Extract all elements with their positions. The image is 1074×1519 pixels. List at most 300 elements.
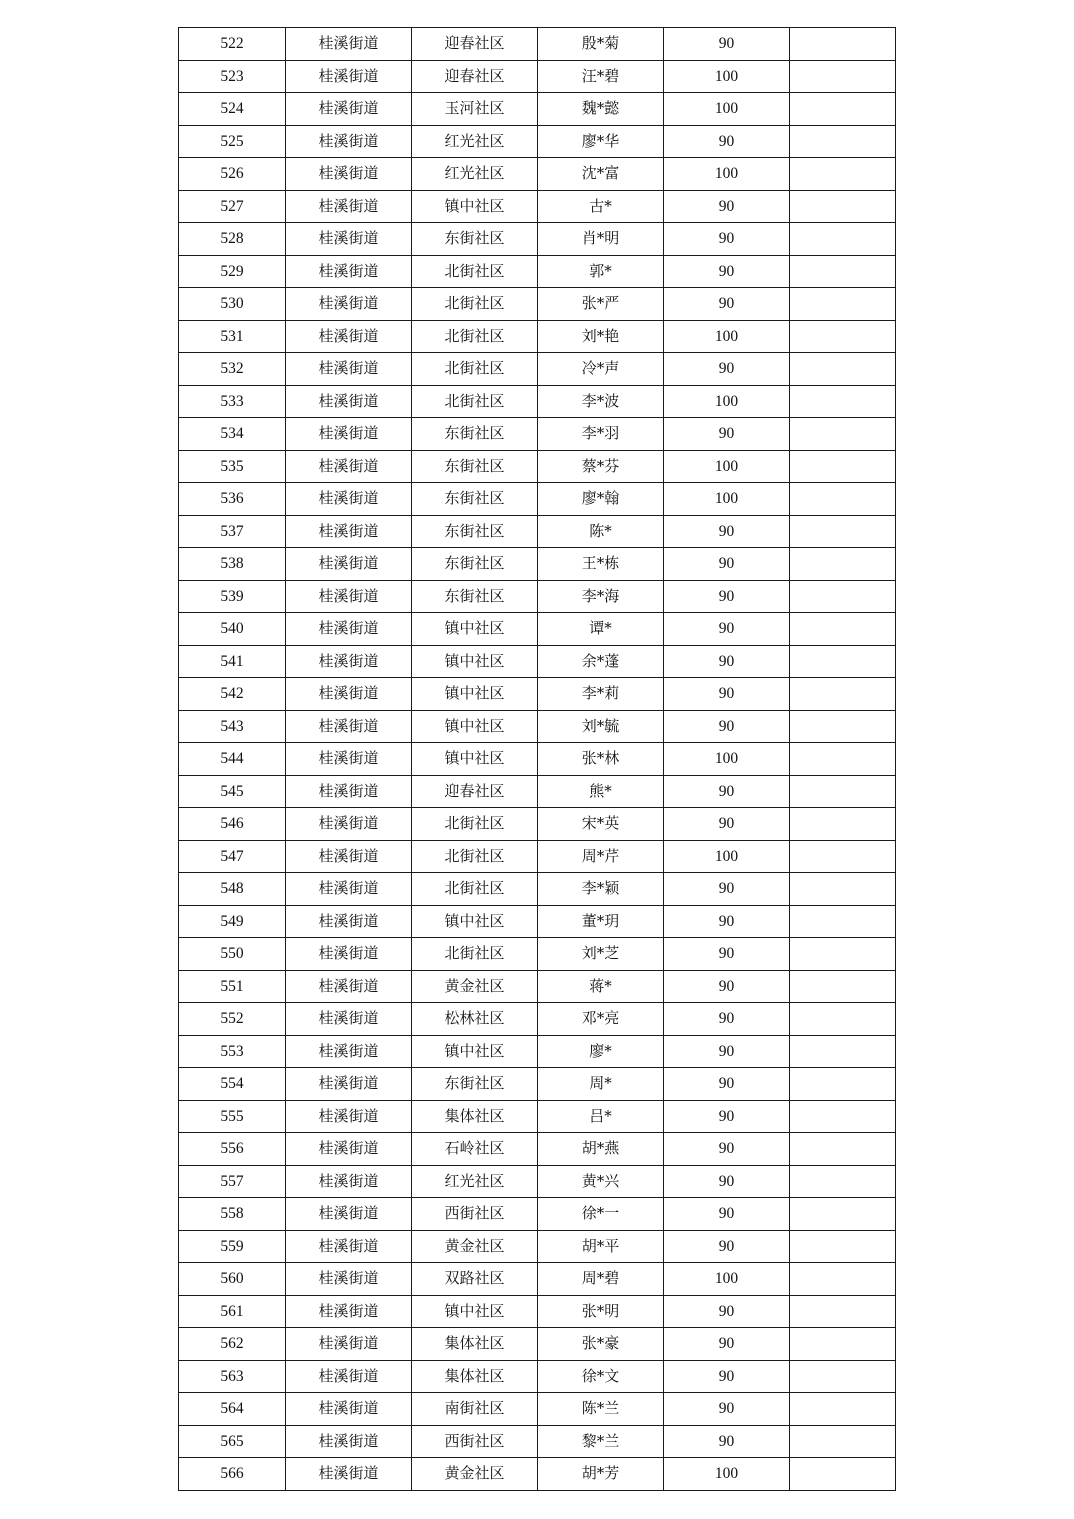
cell-number: 543: [179, 710, 286, 743]
cell-name: 殷*菊: [538, 28, 664, 61]
table-row: [179, 288, 896, 321]
cell-remark: [790, 1198, 896, 1231]
cell-name: 汪*碧: [538, 60, 664, 93]
cell-name: 郭*: [538, 255, 664, 288]
cell-name: 廖*: [538, 1035, 664, 1068]
cell-street: 桂溪街道: [286, 288, 412, 321]
cell-remark: [790, 873, 896, 906]
table-row: [179, 808, 896, 841]
cell-number: 533: [179, 385, 286, 418]
table-row: [179, 710, 896, 743]
cell-score: 90: [664, 288, 790, 321]
cell-remark: [790, 645, 896, 678]
cell-number: 563: [179, 1360, 286, 1393]
cell-community: 北街社区: [412, 938, 538, 971]
cell-score: 90: [664, 1393, 790, 1426]
cell-street: 桂溪街道: [286, 28, 412, 61]
table-row: [179, 775, 896, 808]
cell-street: 桂溪街道: [286, 873, 412, 906]
table-row: [179, 28, 896, 61]
cell-name: 熊*: [538, 775, 664, 808]
cell-number: 528: [179, 223, 286, 256]
cell-remark: [790, 483, 896, 516]
table-row: [179, 1068, 896, 1101]
cell-name: 陈*兰: [538, 1393, 664, 1426]
cell-street: 桂溪街道: [286, 255, 412, 288]
cell-community: 集体社区: [412, 1328, 538, 1361]
cell-name: 谭*: [538, 613, 664, 646]
table-row: [179, 223, 896, 256]
cell-score: 90: [664, 548, 790, 581]
table-row: [179, 93, 896, 126]
cell-community: 石岭社区: [412, 1133, 538, 1166]
cell-score: 90: [664, 580, 790, 613]
cell-number: 558: [179, 1198, 286, 1231]
table-row: [179, 418, 896, 451]
cell-score: 90: [664, 775, 790, 808]
cell-name: 张*林: [538, 743, 664, 776]
table-row: [179, 873, 896, 906]
cell-name: 冷*声: [538, 353, 664, 386]
cell-street: 桂溪街道: [286, 1360, 412, 1393]
cell-score: 90: [664, 1198, 790, 1231]
table-row: [179, 840, 896, 873]
cell-score: 90: [664, 125, 790, 158]
cell-remark: [790, 970, 896, 1003]
table-row: [179, 938, 896, 971]
cell-community: 黄金社区: [412, 970, 538, 1003]
cell-community: 北街社区: [412, 385, 538, 418]
cell-remark: [790, 905, 896, 938]
cell-score: 90: [664, 873, 790, 906]
cell-number: 529: [179, 255, 286, 288]
cell-number: 565: [179, 1425, 286, 1458]
cell-remark: [790, 450, 896, 483]
table-row: [179, 1230, 896, 1263]
cell-community: 东街社区: [412, 418, 538, 451]
cell-name: 张*明: [538, 1295, 664, 1328]
cell-score: 90: [664, 938, 790, 971]
cell-name: 肖*明: [538, 223, 664, 256]
cell-score: 90: [664, 1425, 790, 1458]
cell-score: 90: [664, 1133, 790, 1166]
cell-street: 桂溪街道: [286, 645, 412, 678]
cell-remark: [790, 808, 896, 841]
cell-score: 90: [664, 970, 790, 1003]
cell-community: 红光社区: [412, 158, 538, 191]
cell-number: 561: [179, 1295, 286, 1328]
cell-remark: [790, 743, 896, 776]
cell-community: 迎春社区: [412, 28, 538, 61]
cell-remark: [790, 158, 896, 191]
cell-remark: [790, 28, 896, 61]
cell-name: 张*豪: [538, 1328, 664, 1361]
cell-street: 桂溪街道: [286, 483, 412, 516]
cell-remark: [790, 1360, 896, 1393]
table-row: [179, 678, 896, 711]
table-row: [179, 548, 896, 581]
cell-street: 桂溪街道: [286, 678, 412, 711]
cell-name: 余*蓬: [538, 645, 664, 678]
cell-name: 胡*平: [538, 1230, 664, 1263]
cell-street: 桂溪街道: [286, 970, 412, 1003]
cell-name: 徐*一: [538, 1198, 664, 1231]
cell-community: 北街社区: [412, 320, 538, 353]
cell-number: 548: [179, 873, 286, 906]
cell-score: 90: [664, 1035, 790, 1068]
cell-score: 90: [664, 223, 790, 256]
cell-remark: [790, 548, 896, 581]
cell-number: 527: [179, 190, 286, 223]
table-row: [179, 1360, 896, 1393]
cell-street: 桂溪街道: [286, 93, 412, 126]
cell-community: 北街社区: [412, 873, 538, 906]
cell-score: 100: [664, 93, 790, 126]
cell-name: 宋*英: [538, 808, 664, 841]
cell-community: 东街社区: [412, 580, 538, 613]
cell-street: 桂溪街道: [286, 1393, 412, 1426]
cell-remark: [790, 353, 896, 386]
cell-community: 镇中社区: [412, 613, 538, 646]
cell-number: 556: [179, 1133, 286, 1166]
cell-number: 530: [179, 288, 286, 321]
cell-street: 桂溪街道: [286, 1035, 412, 1068]
cell-remark: [790, 125, 896, 158]
cell-community: 东街社区: [412, 515, 538, 548]
cell-name: 李*波: [538, 385, 664, 418]
cell-score: 90: [664, 418, 790, 451]
cell-street: 桂溪街道: [286, 775, 412, 808]
cell-street: 桂溪街道: [286, 418, 412, 451]
cell-street: 桂溪街道: [286, 385, 412, 418]
cell-street: 桂溪街道: [286, 1458, 412, 1491]
cell-street: 桂溪街道: [286, 1068, 412, 1101]
table-row: [179, 970, 896, 1003]
table-row: [179, 1263, 896, 1296]
cell-score: 100: [664, 840, 790, 873]
cell-name: 蔡*芬: [538, 450, 664, 483]
table-row: [179, 645, 896, 678]
cell-remark: [790, 255, 896, 288]
cell-street: 桂溪街道: [286, 905, 412, 938]
cell-community: 东街社区: [412, 450, 538, 483]
cell-name: 李*海: [538, 580, 664, 613]
cell-name: 陈*: [538, 515, 664, 548]
records-table: [178, 27, 896, 1491]
cell-remark: [790, 288, 896, 321]
table-row: [179, 353, 896, 386]
cell-community: 集体社区: [412, 1100, 538, 1133]
cell-name: 廖*华: [538, 125, 664, 158]
cell-community: 东街社区: [412, 223, 538, 256]
cell-number: 535: [179, 450, 286, 483]
cell-street: 桂溪街道: [286, 125, 412, 158]
cell-name: 张*严: [538, 288, 664, 321]
table-row: [179, 905, 896, 938]
cell-community: 西街社区: [412, 1198, 538, 1231]
cell-street: 桂溪街道: [286, 743, 412, 776]
cell-score: 90: [664, 645, 790, 678]
cell-score: 90: [664, 353, 790, 386]
cell-remark: [790, 1133, 896, 1166]
cell-street: 桂溪街道: [286, 580, 412, 613]
cell-score: 90: [664, 1295, 790, 1328]
cell-remark: [790, 1035, 896, 1068]
cell-name: 廖*翰: [538, 483, 664, 516]
table-row: [179, 1100, 896, 1133]
cell-street: 桂溪街道: [286, 613, 412, 646]
cell-name: 王*栋: [538, 548, 664, 581]
cell-remark: [790, 1068, 896, 1101]
cell-name: 胡*燕: [538, 1133, 664, 1166]
cell-community: 北街社区: [412, 255, 538, 288]
cell-score: 100: [664, 450, 790, 483]
cell-score: 90: [664, 1328, 790, 1361]
cell-community: 红光社区: [412, 1165, 538, 1198]
cell-community: 镇中社区: [412, 743, 538, 776]
cell-street: 桂溪街道: [286, 1165, 412, 1198]
cell-number: 545: [179, 775, 286, 808]
cell-remark: [790, 1165, 896, 1198]
cell-street: 桂溪街道: [286, 1100, 412, 1133]
cell-name: 李*莉: [538, 678, 664, 711]
cell-number: 557: [179, 1165, 286, 1198]
cell-remark: [790, 678, 896, 711]
cell-remark: [790, 775, 896, 808]
cell-street: 桂溪街道: [286, 450, 412, 483]
cell-community: 东街社区: [412, 483, 538, 516]
cell-street: 桂溪街道: [286, 223, 412, 256]
cell-score: 100: [664, 320, 790, 353]
cell-street: 桂溪街道: [286, 158, 412, 191]
cell-score: 100: [664, 60, 790, 93]
cell-remark: [790, 60, 896, 93]
cell-street: 桂溪街道: [286, 190, 412, 223]
table-row: [179, 125, 896, 158]
cell-score: 90: [664, 905, 790, 938]
cell-number: 549: [179, 905, 286, 938]
table-row: [179, 1198, 896, 1231]
cell-remark: [790, 1393, 896, 1426]
cell-number: 559: [179, 1230, 286, 1263]
cell-score: 100: [664, 385, 790, 418]
cell-number: 539: [179, 580, 286, 613]
table-row: [179, 580, 896, 613]
cell-community: 双路社区: [412, 1263, 538, 1296]
cell-score: 90: [664, 190, 790, 223]
cell-number: 522: [179, 28, 286, 61]
cell-street: 桂溪街道: [286, 515, 412, 548]
cell-remark: [790, 1458, 896, 1491]
cell-remark: [790, 515, 896, 548]
cell-street: 桂溪街道: [286, 808, 412, 841]
cell-number: 562: [179, 1328, 286, 1361]
cell-remark: [790, 1295, 896, 1328]
cell-community: 东街社区: [412, 1068, 538, 1101]
cell-score: 90: [664, 1230, 790, 1263]
table-row: [179, 1328, 896, 1361]
cell-name: 徐*文: [538, 1360, 664, 1393]
cell-community: 北街社区: [412, 288, 538, 321]
cell-remark: [790, 418, 896, 451]
records-body: [179, 28, 896, 1491]
table-row: [179, 483, 896, 516]
cell-street: 桂溪街道: [286, 548, 412, 581]
cell-number: 532: [179, 353, 286, 386]
cell-street: 桂溪街道: [286, 1003, 412, 1036]
cell-number: 550: [179, 938, 286, 971]
cell-street: 桂溪街道: [286, 1263, 412, 1296]
cell-community: 镇中社区: [412, 1295, 538, 1328]
cell-community: 黄金社区: [412, 1458, 538, 1491]
cell-community: 迎春社区: [412, 775, 538, 808]
cell-number: 544: [179, 743, 286, 776]
cell-number: 524: [179, 93, 286, 126]
cell-name: 刘*毓: [538, 710, 664, 743]
cell-remark: [790, 1003, 896, 1036]
cell-street: 桂溪街道: [286, 60, 412, 93]
cell-name: 黎*兰: [538, 1425, 664, 1458]
cell-remark: [790, 1263, 896, 1296]
table-row: [179, 190, 896, 223]
cell-name: 周*芹: [538, 840, 664, 873]
cell-street: 桂溪街道: [286, 1198, 412, 1231]
cell-remark: [790, 938, 896, 971]
cell-score: 90: [664, 1165, 790, 1198]
cell-number: 546: [179, 808, 286, 841]
cell-name: 刘*芝: [538, 938, 664, 971]
cell-score: 90: [664, 255, 790, 288]
table-row: [179, 320, 896, 353]
cell-name: 李*羽: [538, 418, 664, 451]
cell-score: 90: [664, 613, 790, 646]
cell-street: 桂溪街道: [286, 840, 412, 873]
table-row: [179, 60, 896, 93]
cell-number: 531: [179, 320, 286, 353]
cell-score: 90: [664, 1003, 790, 1036]
cell-community: 镇中社区: [412, 1035, 538, 1068]
cell-community: 集体社区: [412, 1360, 538, 1393]
cell-remark: [790, 1100, 896, 1133]
table-row: [179, 515, 896, 548]
cell-score: 100: [664, 1458, 790, 1491]
cell-number: 538: [179, 548, 286, 581]
cell-community: 东街社区: [412, 548, 538, 581]
cell-street: 桂溪街道: [286, 320, 412, 353]
cell-number: 566: [179, 1458, 286, 1491]
cell-number: 554: [179, 1068, 286, 1101]
cell-number: 525: [179, 125, 286, 158]
cell-remark: [790, 613, 896, 646]
cell-community: 镇中社区: [412, 645, 538, 678]
cell-remark: [790, 1425, 896, 1458]
table-row: [179, 255, 896, 288]
cell-remark: [790, 223, 896, 256]
table-row: [179, 1165, 896, 1198]
cell-score: 90: [664, 678, 790, 711]
cell-community: 北街社区: [412, 808, 538, 841]
cell-score: 100: [664, 158, 790, 191]
cell-community: 玉河社区: [412, 93, 538, 126]
cell-community: 黄金社区: [412, 1230, 538, 1263]
table-row: [179, 1003, 896, 1036]
cell-street: 桂溪街道: [286, 1425, 412, 1458]
cell-community: 镇中社区: [412, 190, 538, 223]
cell-number: 547: [179, 840, 286, 873]
cell-number: 551: [179, 970, 286, 1003]
cell-remark: [790, 580, 896, 613]
cell-score: 100: [664, 483, 790, 516]
cell-street: 桂溪街道: [286, 1328, 412, 1361]
cell-number: 542: [179, 678, 286, 711]
cell-remark: [790, 710, 896, 743]
cell-name: 李*颖: [538, 873, 664, 906]
cell-name: 魏*懿: [538, 93, 664, 126]
cell-score: 100: [664, 1263, 790, 1296]
table-row: [179, 1393, 896, 1426]
cell-remark: [790, 93, 896, 126]
cell-community: 红光社区: [412, 125, 538, 158]
cell-remark: [790, 1230, 896, 1263]
cell-name: 沈*富: [538, 158, 664, 191]
cell-name: 刘*艳: [538, 320, 664, 353]
cell-street: 桂溪街道: [286, 1133, 412, 1166]
cell-remark: [790, 190, 896, 223]
cell-community: 北街社区: [412, 840, 538, 873]
table-row: [179, 743, 896, 776]
cell-name: 古*: [538, 190, 664, 223]
table-row: [179, 1133, 896, 1166]
cell-score: 90: [664, 710, 790, 743]
cell-name: 吕*: [538, 1100, 664, 1133]
cell-score: 90: [664, 1100, 790, 1133]
table-row: [179, 158, 896, 191]
cell-number: 560: [179, 1263, 286, 1296]
cell-community: 南街社区: [412, 1393, 538, 1426]
cell-number: 537: [179, 515, 286, 548]
table-row: [179, 1295, 896, 1328]
cell-remark: [790, 840, 896, 873]
cell-name: 周*碧: [538, 1263, 664, 1296]
cell-number: 523: [179, 60, 286, 93]
cell-name: 蒋*: [538, 970, 664, 1003]
cell-street: 桂溪街道: [286, 1230, 412, 1263]
cell-name: 胡*芳: [538, 1458, 664, 1491]
cell-community: 西街社区: [412, 1425, 538, 1458]
cell-score: 90: [664, 515, 790, 548]
cell-number: 534: [179, 418, 286, 451]
cell-street: 桂溪街道: [286, 1295, 412, 1328]
cell-name: 邓*亮: [538, 1003, 664, 1036]
table-row: [179, 1035, 896, 1068]
cell-street: 桂溪街道: [286, 938, 412, 971]
cell-number: 553: [179, 1035, 286, 1068]
cell-remark: [790, 1328, 896, 1361]
cell-community: 镇中社区: [412, 905, 538, 938]
cell-remark: [790, 320, 896, 353]
table-row: [179, 450, 896, 483]
cell-number: 541: [179, 645, 286, 678]
cell-street: 桂溪街道: [286, 353, 412, 386]
cell-name: 董*玥: [538, 905, 664, 938]
cell-number: 540: [179, 613, 286, 646]
table-row: [179, 1458, 896, 1491]
cell-number: 552: [179, 1003, 286, 1036]
cell-community: 迎春社区: [412, 60, 538, 93]
cell-score: 90: [664, 28, 790, 61]
cell-name: 周*: [538, 1068, 664, 1101]
cell-score: 90: [664, 1360, 790, 1393]
